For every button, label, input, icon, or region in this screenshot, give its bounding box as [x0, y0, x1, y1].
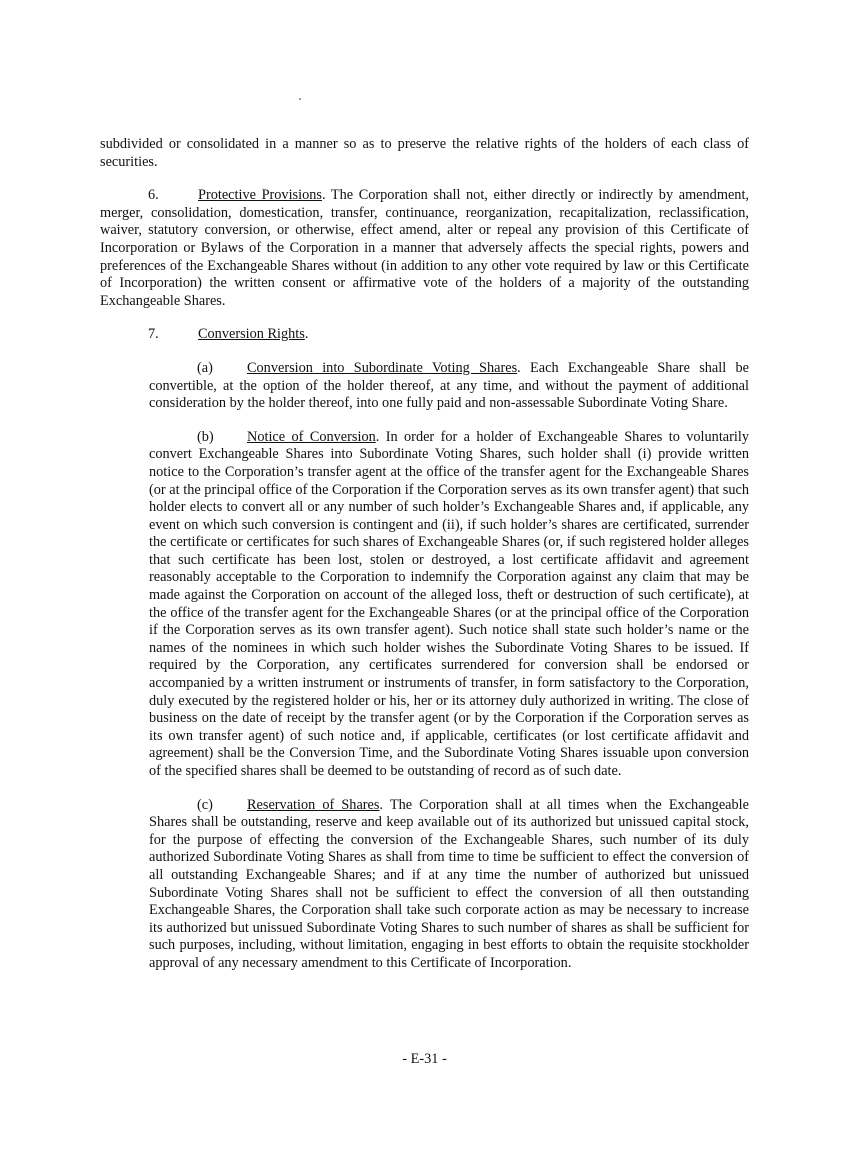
subsection-b-text: . In order for a holder of Exchangeable Shares to voluntarily convert Exchangeable Shares into Subordinate Voting Shares, such holder shall (i) provide written notice to the Corporation’s transfer agent at the office of the transfer agent for the Exchangeable Shares (or at the principal office of the Corporation if the Corporation serves as its own transfer agent) that such holder elects to convert all or any number of such holder’s Exchangeable Shares and, if applicable, any event on which such conversion is contingent and (ii), if such holder’s shares are certificated, surrender the certificate or certificates for such shares of Exchangeable Shares (or, if such registered holder alleges that such certificate has been lost, stolen or destroyed, a lost certificate affidavit and agreement reasonably acceptable to the Corporation to indemnify the Corporation against any claim that may be made against the Corporation on account of the alleged loss, theft or destruction of such certificate), at the office of the transfer agent for the Exchangeable Shares (or at the principal office of the Corporation if the Corporation serves as its own transfer agent). Such notice shall state such holder’s name or the names of the nominees in which such holder wishes the Subordinate Voting Shares to be issued. If required by the Corporation, any certificates surrendered for conversion shall be endorsed or accompanied by a written instrument or instruments of transfer, in form satisfactory to the Corporation, duly executed by the registered holder or his, her or its attorney duly authorized in writing. The close of business on the date of receipt by the transfer agent (or by the Corporation if the Corporation serves as its own transfer agent) of such notice and, if applicable, certificates (or lost certificate affidavit and agreement) shall be the Conversion Time, and the Subordinate Voting Shares issuable upon conversion of the specified shares shall be deemed to be outstanding of record as of such date.	[149, 428, 749, 779]
page-number-footer: - E-31 -	[402, 1051, 447, 1067]
subsection-a-label: (a)	[197, 359, 213, 376]
subsection-c-heading: Reservation of Shares	[247, 796, 380, 813]
section-7-number: 7.	[148, 326, 159, 343]
section-7-heading: Conversion Rights	[198, 326, 305, 343]
subsection-b-heading: Notice of Conversion	[247, 428, 376, 445]
section-7-paragraph	[100, 326, 749, 344]
subsection-c-paragraph	[149, 797, 749, 973]
subsection-b-paragraph	[149, 429, 749, 781]
section-7-text: .	[304, 326, 309, 343]
document-body	[100, 136, 749, 989]
subsection-a-heading: Conversion into Subordinate Voting Shares	[247, 359, 518, 376]
section-6-text: . The Corporation shall not, either directly or indirectly by amendment, merger, consolidation, domestication, transfer, continuance, reorganization, recapitalization, reclassification, waiver, statutory conversion, or otherwise, effect amend, alter or repeal any provision of this Certificate of Incorporation or Bylaws of the Corporation in a manner that adversely affects the special rights, powers and preferences of the Exchangeable Shares without (in addition to any other vote required by law or this Certificate of Incorporation) the written consent or affirmative vote of the holders of a majority of the outstanding Exchangeable Shares.	[100, 187, 749, 309]
section-6-number: 6.	[148, 187, 159, 204]
subsection-b-label: (b)	[197, 428, 214, 445]
subsection-c-text: . The Corporation shall at all times when the Exchangeable Shares shall be outstanding, reserve and keep available out of its authorized but unissued capital stock, for the purpose of effecting the conversion of the Exchangeable Shares, such number of its duly authorized Subordinate Voting Shares as shall from time to time be sufficient to effect the conversion of all outstanding Exchangeable Shares; and if at any time the number of authorized but unissued Subordinate Voting Shares shall not be sufficient to effect the conversion of all then outstanding Exchangeable Shares, the Corporation shall take such corporate action as may be necessary to increase its authorized but unissued Subordinate Voting Shares to such number of shares as shall be sufficient for such purposes, including, without limitation, engaging in best efforts to obtain the requisite stockholder approval of any necessary amendment to this Certificate of Incorporation.	[149, 796, 749, 971]
section-6-heading: Protective Provisions	[198, 187, 322, 204]
subsection-a-paragraph	[149, 360, 749, 413]
subsection-a-text: . Each Exchangeable Share shall be convertible, at the option of the holder thereof, at any time, and without the payment of additional consideration by the holder thereof, into one fully paid and non-assessable Subordinate Voting Share.	[149, 359, 749, 412]
subsection-c-label: (c)	[197, 796, 213, 813]
stray-dot-mark	[299, 98, 301, 100]
section-6-paragraph	[100, 187, 749, 310]
intro-paragraph: subdivided or consolidated in a manner so as to preserve the relative rights of the holders of each class of securities.	[100, 136, 749, 170]
